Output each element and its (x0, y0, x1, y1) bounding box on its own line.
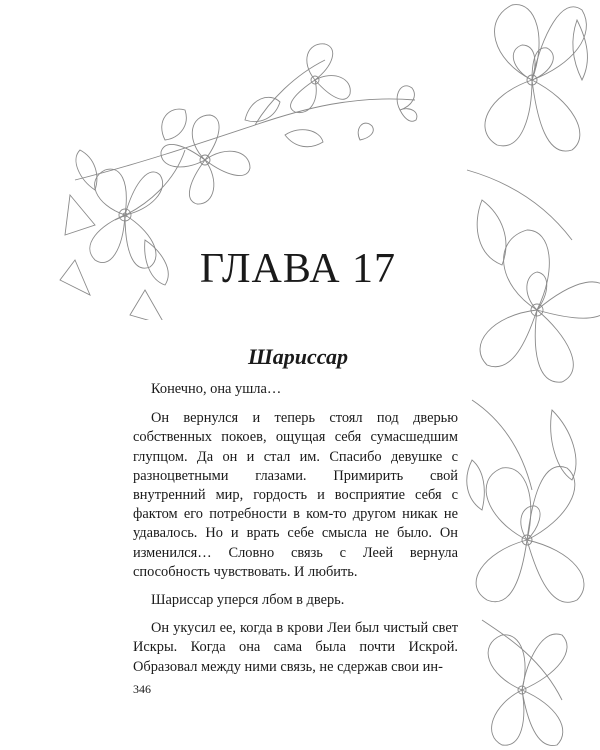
floral-border-illustration (462, 0, 600, 750)
paragraph: Он вернулся и теперь стоял под дверью собственных покоев, ощущая себя сумасшедшим глупцом. Да он и стал им. Спасибо девушке с разноцветными глазами. Примирить свой внутренний мир, гордость и восприятие себя с фактом его потребности в ком-то другом никак не удавалось. Но и врать себе смысла не было. Он изменился… Словно связь с Леей вернула способность чувствовать. И любить. (133, 410, 458, 580)
page-number: 346 (133, 682, 151, 696)
paragraph: Конечно, она ушла… (151, 381, 282, 397)
chapter-body (133, 380, 458, 686)
chapter-subtitle: Шариссар (248, 344, 348, 369)
paragraph: Шариссар уперся лбом в дверь. (151, 592, 345, 609)
chapter-title: ГЛАВА 17 (199, 246, 397, 292)
paragraph: Он укусил ее, когда в крови Леи был чистый свет Искры. Когда она сама была почти Искрой. Образовал между ними связь, не сдержав свои ин- (133, 620, 458, 675)
